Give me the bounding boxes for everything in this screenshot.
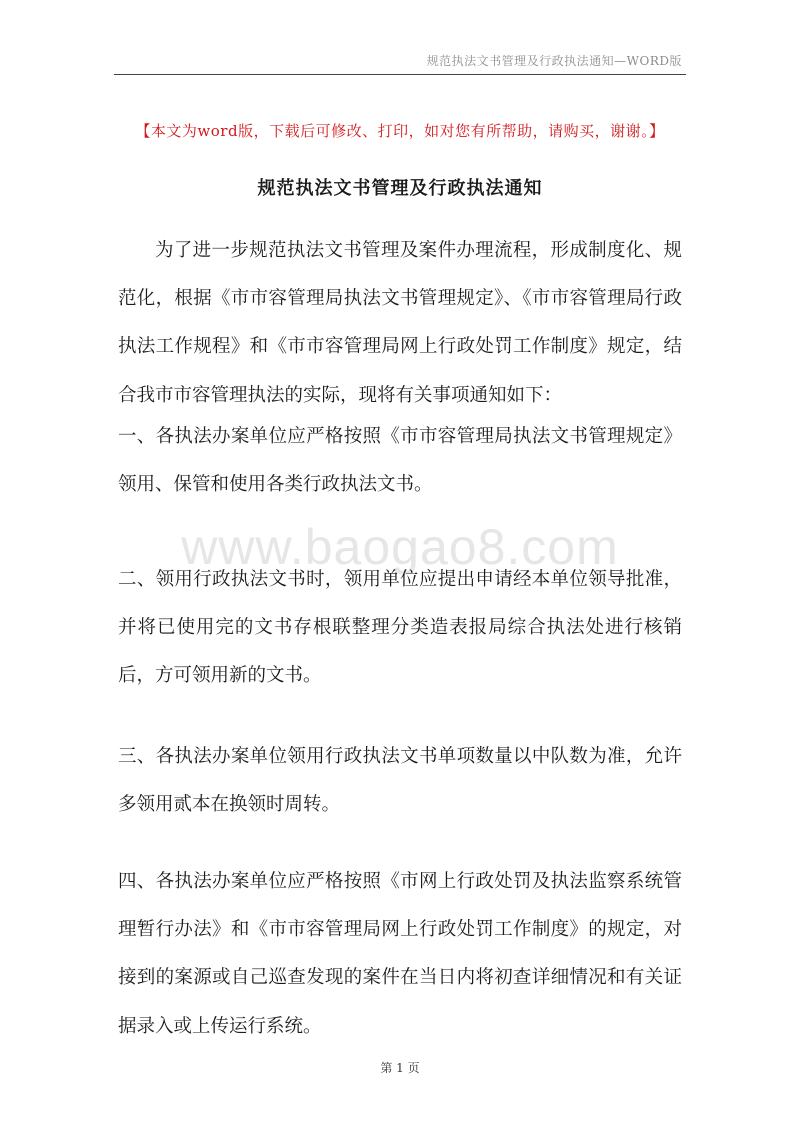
intro-paragraph: 为了进一步规范执法文书管理及案件办理流程，形成制度化、规范化，根据《市市容管理局执法文书管理规定》、《市市容管理局行政执法工作规程》和《市市容管理局网上行政处罚工作制度》规定，结合我市市容管理执法的实际，现将有关事项通知如下：	[118, 240, 682, 406]
clause-4-paragraph: 四、各执法办案单位应严格按照《市网上行政处罚及执法监察系统管理暂行办法》和《市市容管理局网上行政处罚工作制度》的规定，对接到的案源或自己巡查发现的案件在当日内将初查详细情况和有关证据录入或上传运行系统。	[118, 871, 682, 1037]
clause-1-paragraph: 一、各执法办案单位应严格按照《市市容管理局执法文书管理规定》领用、保管和使用各类行政执法文书。	[118, 426, 682, 496]
site-watermark: www.baogao8.com	[181, 519, 619, 575]
running-header: 规范执法文书管理及行政执法通知—WORD版	[426, 54, 682, 68]
page-number: 第 1 页	[380, 1061, 420, 1075]
header-divider	[114, 74, 686, 75]
clause-2-paragraph: 二、领用行政执法文书时，领用单位应提出申请经本单位领导批准，并将已使用完的文书存根联整理分类造表报局综合执法处进行核销后，方可领用新的文书。	[118, 569, 682, 687]
download-notice: 【本文为word版，下载后可修改、打印，如对您有所帮助，请购买，谢谢。】	[135, 122, 665, 140]
document-title: 规范执法文书管理及行政执法通知	[257, 178, 543, 199]
clause-3-paragraph: 三、各执法办案单位领用行政执法文书单项数量以中队数为准，允许多领用贰本在换领时周转。	[118, 746, 682, 816]
